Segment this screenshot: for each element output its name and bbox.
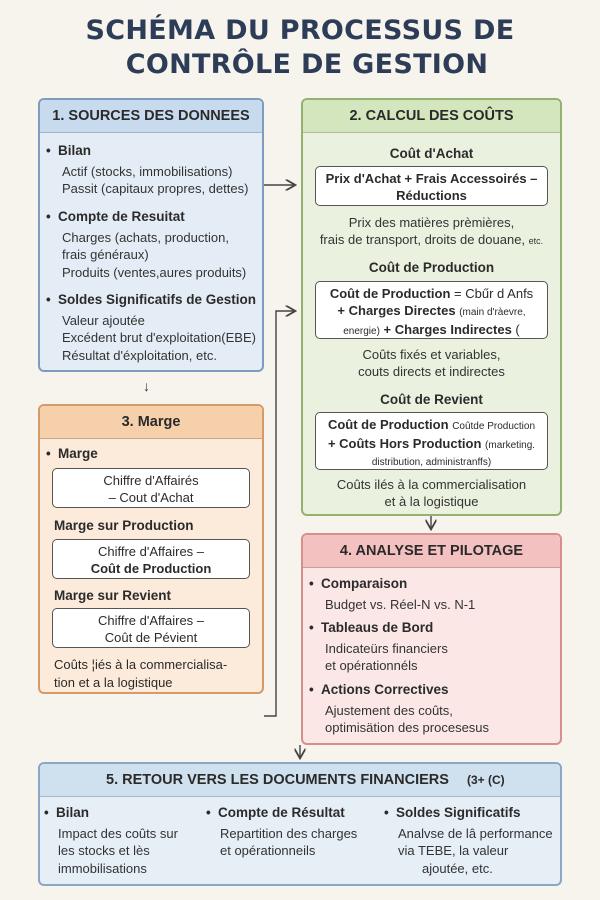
box1-item-label: Compte de Resuitat [58,209,185,224]
box1-line: Charges (achats, production, [62,229,229,245]
desc-line: couts directs et indirectes [358,364,505,379]
desc-line: et à la logistique [384,494,479,509]
box5-line: via TEBE, la valeur [398,843,509,858]
box1-line: Résultat d'éxploitation, etc. [62,347,217,363]
box5-header-tag: (3+ (C) [466,773,505,787]
box5-line: et opérationneils [220,843,316,858]
formula-note: distribution, administranffs) [371,457,492,468]
bullet-icon: • [309,682,314,697]
formula-note: ( [515,322,520,337]
formula-line: Prix d'Achat + Frais Accessoirés – [325,171,538,186]
formula-line: Réductions [396,188,467,203]
bullet-icon: • [46,446,51,461]
box4-line: et opérationnéls [325,658,418,673]
formula-note: = Cbűr d Anfs [454,286,534,301]
box1-item-label: Soldes Significatifs de Gestion [58,292,257,307]
desc-line: frais de transport, droits de douane, [319,232,526,247]
bullet-icon: • [44,805,49,820]
formula-term: + Charges Directes [337,303,456,318]
box5-line: Impact des coûts sur [58,825,178,841]
bullet-icon: • [309,576,314,591]
marge-revient-label: Marge sur Revient [54,588,172,603]
box3-header: 3. Marge [40,406,262,439]
arrow-down-icon: ↓ [143,378,150,394]
arrow-box3-to-box2 [264,311,294,716]
desc-line: Coûts ¦iés à la commercialisa- [54,657,228,672]
formula-term: + Coûts Hors Production [327,436,482,451]
box4-item-label: Comparaison [321,576,408,591]
marge-production-label: Marge sur Production [54,518,194,533]
formula-note: energie) [343,326,380,337]
box1-line: Excédent brut d'exploitation(EBE) [62,330,256,345]
bullet-icon: • [309,620,314,635]
box4-header: 4. ANALYSE ET PILOTAGE [303,535,560,568]
box4-line: Ajustement des coûts, [325,702,453,718]
box5-line: immobilisations [58,860,147,876]
bullet-icon: • [46,292,51,307]
cout-achat-title: Coût d'Achat [389,146,474,161]
box4-item-label: Tableaus de Bord [321,620,434,635]
formula-line: Coût de Production [90,561,212,576]
cout-revient-title: Coût de Revient [380,392,483,407]
box5-col-label: Bilan [56,805,90,820]
box4-line: optimisätion des procesesus [325,720,490,735]
formula-line: Chiffre d'Affairés [103,473,199,488]
box1-line: Valeur ajoutée [62,312,145,328]
bullet-icon: • [46,209,51,224]
bullet-icon: • [46,143,51,158]
box5-col-label: Compte de Résultat [218,805,345,820]
formula-line: Chiffre d'Affaires – [97,613,205,628]
box4-item-label: Actions Correctives [321,682,449,697]
box5-line: ajoutée, etc. [422,860,493,876]
title-line-1: SCHÉMA DU PROCESSUS DE [85,15,515,46]
formula-term: + Charges Indirectes [383,322,512,337]
box1-line: frais généraux) [62,247,149,262]
desc-line: Coûts ilés à la commercialisation [336,477,527,492]
formula-line: – Cout d'Achat [108,490,194,505]
title-line-2: CONTRÔLE DE GESTION [125,49,489,80]
box1-header: 1. SOURCES DES DONNEES [40,100,262,133]
box1-line: Actif (stocks, immobilisations) [62,163,233,179]
bullet-icon: • [384,805,389,820]
box5-col-label: Soldes Significatifs [396,805,521,820]
box5-header-text: 5. RETOUR VERS LES DOCUMENTS FINANCIERS [106,772,449,788]
box5-line: Analvse de lâ performance [398,825,553,841]
box4-line: Budget vs. Réel-N vs. N-1 [325,596,476,612]
box4-line: Indicateürs financiers [325,640,448,656]
formula-line: Coût de Pévient [104,630,198,645]
marge-label: Marge [58,446,98,461]
formula-note: (main d'ràevre, [459,307,526,318]
box1-line: Passit (capitaux propres, dettes) [62,181,249,196]
desc-line: Coûts fixés et variables, [362,347,501,362]
desc-line: tion et a la logistique [54,674,173,690]
cout-production-title: Coût de Production [368,260,495,275]
formula-note: (marketing. [485,440,536,451]
desc-line: Prix des matières prèmières, [348,215,515,230]
box5-line: Repartition des charges [220,825,358,841]
box1-item-label: Bilan [58,143,92,158]
box5-line: les stocks et lès [58,843,150,858]
desc-suffix: etc. [528,236,544,246]
formula-line: Chiffre d'Affaires – [97,544,205,559]
formula-term: Coût de Production [327,417,449,432]
box1-line: Produits (ventes,aures produits) [62,264,247,280]
bullet-icon: • [206,805,211,820]
formula-note: Coûtde Production [452,421,536,432]
formula-term: Coût de Production [329,286,451,301]
box2-header: 2. CALCUL DES COÛTS [303,100,560,133]
